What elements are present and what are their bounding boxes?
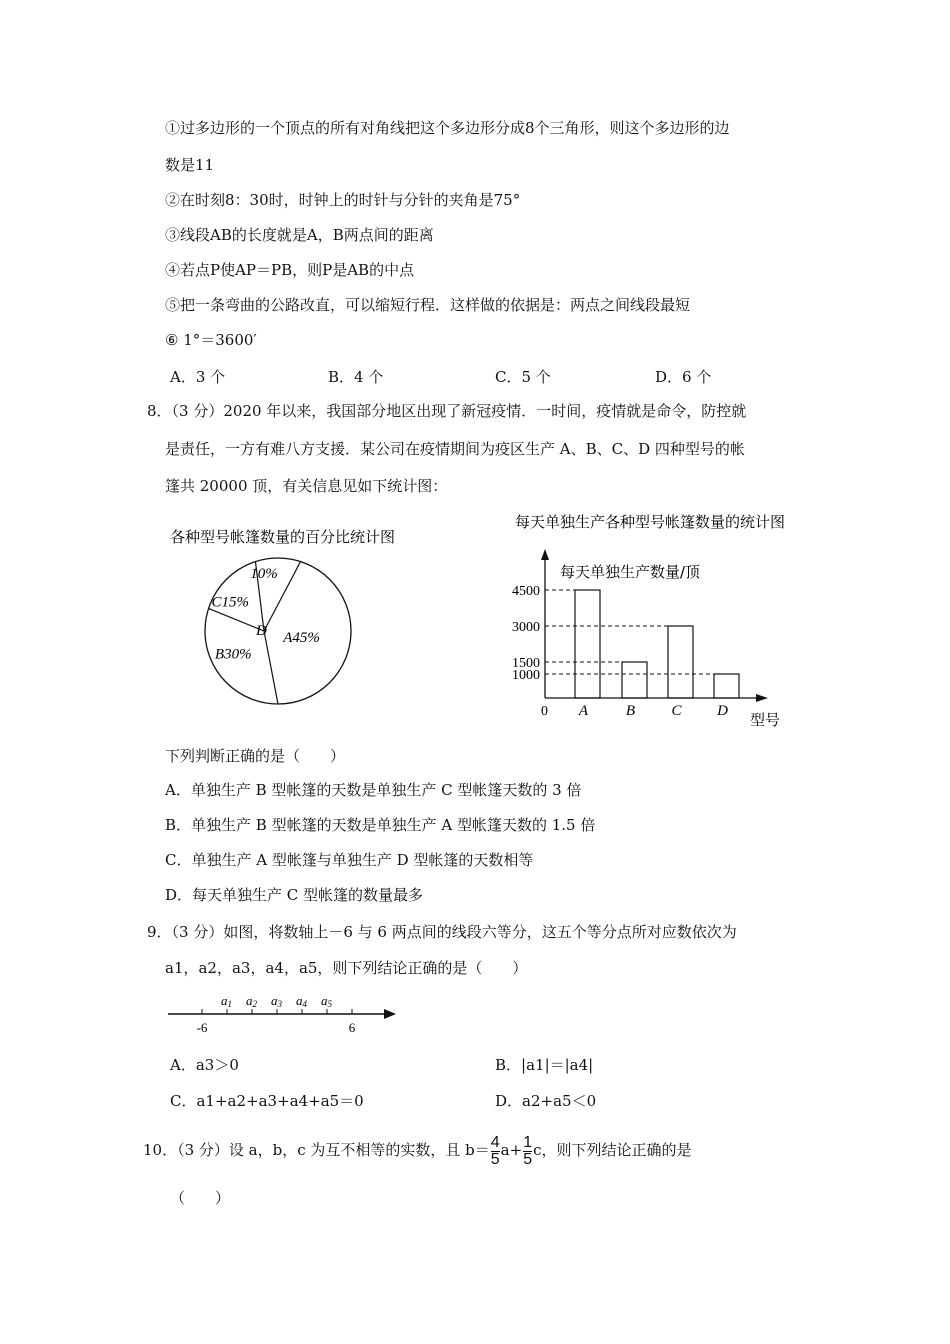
number-line-point-a3: a3 — [271, 993, 282, 1009]
q8-option-c: C．单独生产 A 型帐篷与单独生产 D 型帐篷的天数相等 — [165, 851, 534, 869]
bar-chart — [512, 549, 780, 729]
bar-b — [622, 662, 647, 698]
bar-d — [714, 674, 739, 698]
q9-option-c: C．a1+a2+a3+a4+a5＝0 — [170, 1092, 364, 1110]
x-axis-arrow — [756, 694, 768, 702]
q7-statement-6: ⑥ 1°＝3600′ — [165, 331, 257, 349]
number-line-min: -6 — [196, 1020, 208, 1035]
number-line-arrow — [384, 1009, 396, 1019]
pie-label-b: B30% — [214, 646, 252, 663]
pie-label-c: C15% — [211, 594, 250, 611]
x-tick-label-d: D — [717, 703, 728, 719]
q8-charts — [0, 505, 950, 745]
bar-a — [575, 590, 600, 698]
q7-statement-1: ①过多边形的一个顶点的所有对角线把这个多边形分成8个三角形，则这个多边形的边 — [165, 119, 730, 137]
y-tick-label-1500: 1500 — [512, 656, 540, 671]
x-tick-label-a: A — [578, 703, 589, 719]
q7-statement-2: ②在时刻8：30时，时钟上的时针与分针的夹角是75° — [165, 191, 521, 209]
pie-slice-boundary-b — [264, 631, 278, 704]
q8-question: 下列判断正确的是（ ） — [165, 747, 346, 765]
q9-option-d: D．a2+a5＜0 — [495, 1092, 597, 1110]
q7-statement-3: ③线段AB的长度就是A，B两点间的距离 — [165, 226, 434, 244]
q10-prefix: 10．（3 分）设 a，b，c 为互不相等的实数，且 b＝ — [143, 1141, 490, 1159]
number-line-max: 6 — [348, 1020, 356, 1035]
number-line-point-a5: a5 — [321, 993, 332, 1009]
q9-option-a: A．a3＞0 — [170, 1056, 239, 1074]
q10-line — [143, 1130, 692, 1170]
y-axis-arrow — [541, 549, 549, 560]
q8-line-2: 是责任，一方有难八方支援．某公司在疫情期间为疫区生产 A、B、C、D 四种型号的帐 — [165, 440, 745, 458]
number-line-point-a1: a1 — [221, 993, 232, 1009]
q7-statement-4: ④若点P使AP＝PB，则P是AB的中点 — [165, 261, 415, 279]
q7-statement-5: ⑤把一条弯曲的公路改直，可以缩短行程．这样做的依据是：两点之间线段最短 — [165, 296, 691, 314]
fraction-one-fifth — [523, 1135, 532, 1168]
x-axis-label: 型号 — [750, 711, 781, 729]
origin-label: 0 — [541, 704, 548, 719]
q8-option-b: B．单独生产 B 型帐篷的天数是单独生产 A 型帐篷天数的 1.5 倍 — [165, 816, 596, 834]
q8-option-d: D．每天单独生产 C 型帐篷的数量最多 — [165, 886, 424, 904]
q7-option-d: D．6 个 — [655, 368, 712, 386]
q9-option-b: B．|a1|＝|a4| — [495, 1056, 594, 1074]
y-tick-label-1000: 1000 — [512, 668, 540, 683]
y-tick-label-3000: 3000 — [512, 620, 540, 635]
x-tick-label-b: B — [625, 703, 636, 719]
q10-answer-paren: （ ） — [170, 1189, 231, 1207]
number-line-point-a2: a2 — [246, 993, 257, 1009]
number-line-point-a4: a4 — [296, 993, 307, 1009]
frac-den: 5 — [490, 1150, 500, 1168]
q8-line-3: 篷共 20000 顶，有关信息见如下统计图： — [165, 477, 448, 495]
pie-chart-title: 各种型号帐篷数量的百分比统计图 — [170, 528, 396, 546]
pie-outline — [205, 558, 351, 704]
x-tick-label-c: C — [671, 703, 682, 719]
pie-label-d: 10% — [250, 566, 278, 582]
bar-chart-title: 每天单独生产各种型号帐篷数量的统计图 — [515, 513, 786, 531]
q10-suffix: c，则下列结论正确的是 — [533, 1141, 692, 1159]
frac-num: 1 — [523, 1133, 533, 1151]
frac-num: 4 — [490, 1133, 500, 1151]
pie-chart — [205, 558, 351, 704]
q8-option-a: A．单独生产 B 型帐篷的天数是单独生产 C 型帐篷天数的 3 倍 — [165, 781, 582, 799]
q10-mid: a+ — [500, 1141, 523, 1159]
y-tick-label-4500: 4500 — [512, 584, 540, 599]
y-axis-label: 每天单独生产数量/顶 — [560, 563, 701, 581]
q7-option-c: C．5 个 — [495, 368, 551, 386]
q7-option-a: A．3 个 — [170, 368, 226, 386]
pie-label-d-letter: D — [256, 623, 267, 639]
frac-den: 5 — [523, 1150, 533, 1168]
q7-statement-1-cont: 数是11 — [165, 156, 215, 174]
q7-option-b: B．4 个 — [328, 368, 384, 386]
fraction-four-fifths — [491, 1135, 500, 1168]
q9-line-1: 9．（3 分）如图，将数轴上－6 与 6 两点间的线段六等分，这五个等分点所对应数依次为 — [147, 923, 737, 941]
number-line — [160, 990, 420, 1040]
pie-label-a: A45% — [283, 629, 320, 646]
q9-line-2: a1，a2，a3，a4，a5，则下列结论正确的是（ ） — [165, 959, 528, 977]
q8-line-1: 8．（3 分）2020 年以来，我国部分地区出现了新冠疫情．一时间，疫情就是命令，防控就 — [147, 402, 747, 420]
bar-c — [668, 626, 693, 698]
